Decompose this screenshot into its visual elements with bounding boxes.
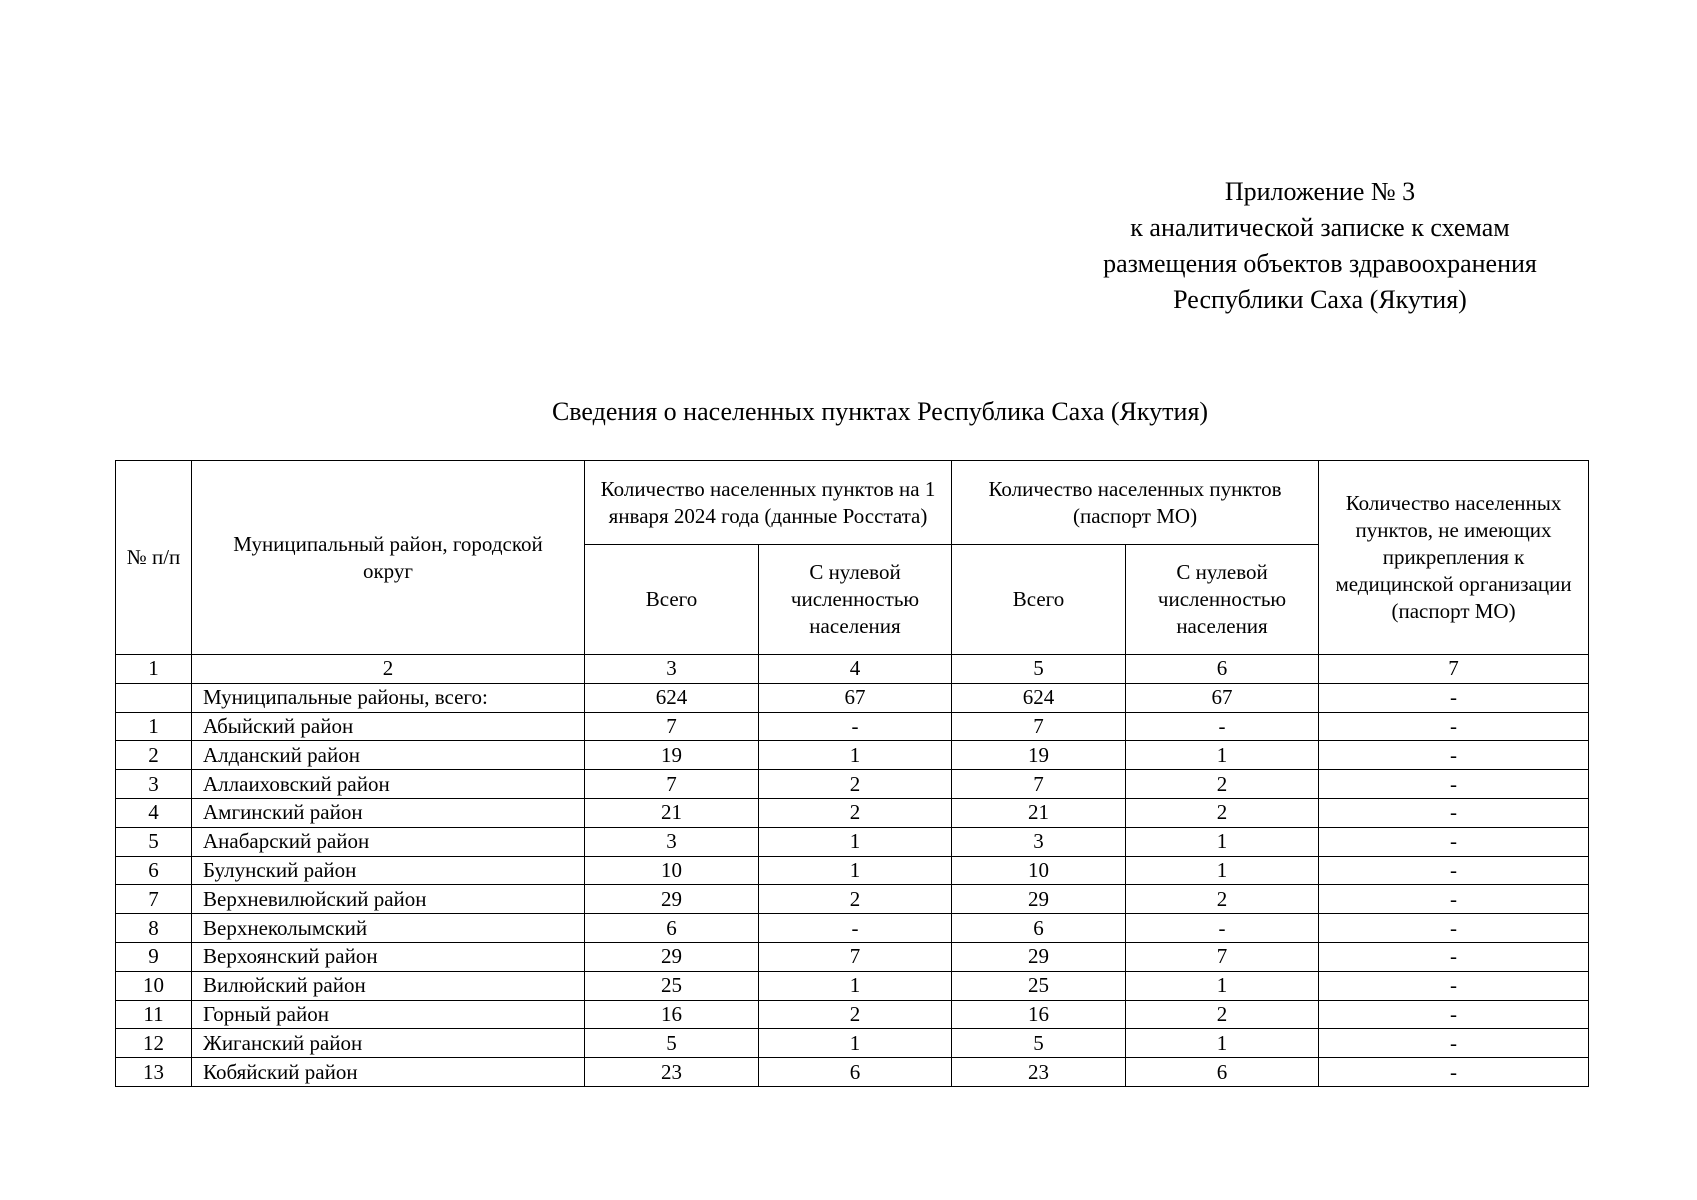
- settlements-table: [115, 460, 1589, 1087]
- header-zero-passport: С нулевой численностью населения: [1126, 545, 1319, 655]
- district-name: Булунский район: [192, 856, 585, 885]
- total-passport: 19: [952, 741, 1126, 770]
- total-rosstat: 5: [585, 1029, 759, 1058]
- row-number: [116, 683, 192, 712]
- header-rosstat: Количество населенных пунктов на 1 января 2024 года (данные Росстата): [585, 461, 952, 545]
- zero-pop-rosstat: 1: [759, 741, 952, 770]
- unattached-count: -: [1319, 942, 1589, 971]
- zero-pop-passport: -: [1126, 712, 1319, 741]
- table-row: [116, 885, 1589, 914]
- row-number: 8: [116, 914, 192, 943]
- unattached-count: -: [1319, 856, 1589, 885]
- district-name: Алданский район: [192, 741, 585, 770]
- zero-pop-rosstat: 2: [759, 798, 952, 827]
- total-rosstat: 21: [585, 798, 759, 827]
- total-rosstat: 19: [585, 741, 759, 770]
- total-rosstat: 10: [585, 856, 759, 885]
- table-row: [116, 1029, 1589, 1058]
- district-name: Амгинский район: [192, 798, 585, 827]
- zero-pop-passport: 7: [1126, 942, 1319, 971]
- total-passport: 29: [952, 885, 1126, 914]
- row-number: 13: [116, 1058, 192, 1087]
- table-row: [116, 914, 1589, 943]
- zero-pop-rosstat: 2: [759, 770, 952, 799]
- zero-pop-passport: 2: [1126, 885, 1319, 914]
- zero-pop-passport: 1: [1126, 741, 1319, 770]
- zero-pop-passport: -: [1126, 914, 1319, 943]
- zero-pop-passport: 67: [1126, 683, 1319, 712]
- total-passport: 5: [952, 1029, 1126, 1058]
- district-name: Верхневилюйский район: [192, 885, 585, 914]
- zero-pop-rosstat: -: [759, 712, 952, 741]
- zero-pop-passport: 2: [1126, 770, 1319, 799]
- document-title: Сведения о населенных пунктах Республика Саха (Якутия): [551, 397, 1209, 426]
- row-number: 2: [116, 741, 192, 770]
- total-passport: 29: [952, 942, 1126, 971]
- zero-pop-passport: 1: [1126, 1029, 1319, 1058]
- header-zero-rosstat: С нулевой численностью населения: [759, 545, 952, 655]
- total-passport: 10: [952, 856, 1126, 885]
- zero-pop-rosstat: 1: [759, 827, 952, 856]
- unattached-count: -: [1319, 971, 1589, 1000]
- row-number: 10: [116, 971, 192, 1000]
- header-total-passport: Всего: [952, 545, 1126, 655]
- table-row: [116, 798, 1589, 827]
- column-number: 5: [952, 655, 1126, 684]
- table-body: [116, 655, 1589, 1087]
- zero-pop-passport: 2: [1126, 798, 1319, 827]
- unattached-count: -: [1319, 827, 1589, 856]
- district-name: Аллаиховский район: [192, 770, 585, 799]
- table-row: [116, 741, 1589, 770]
- column-number: 2: [192, 655, 585, 684]
- header-num: № п/п: [116, 461, 192, 655]
- unattached-count: -: [1319, 770, 1589, 799]
- table-header: [116, 461, 1589, 655]
- zero-pop-passport: 1: [1126, 856, 1319, 885]
- column-number: 7: [1319, 655, 1589, 684]
- table-row: [116, 712, 1589, 741]
- unattached-count: -: [1319, 683, 1589, 712]
- district-name: Горный район: [192, 1000, 585, 1029]
- zero-pop-rosstat: 1: [759, 971, 952, 1000]
- unattached-count: -: [1319, 712, 1589, 741]
- zero-pop-rosstat: 2: [759, 1000, 952, 1029]
- zero-pop-rosstat: 6: [759, 1058, 952, 1087]
- header-passport: Количество населенных пунктов (паспорт МО): [952, 461, 1319, 545]
- header-total-rosstat: Всего: [585, 545, 759, 655]
- row-number: 1: [116, 712, 192, 741]
- zero-pop-rosstat: 1: [759, 856, 952, 885]
- zero-pop-passport: 6: [1126, 1058, 1319, 1087]
- unattached-count: -: [1319, 914, 1589, 943]
- row-number: 7: [116, 885, 192, 914]
- total-passport: 21: [952, 798, 1126, 827]
- unattached-count: -: [1319, 741, 1589, 770]
- zero-pop-rosstat: 1: [759, 1029, 952, 1058]
- table-row: [116, 1000, 1589, 1029]
- district-name: Вилюйский район: [192, 971, 585, 1000]
- total-passport: 25: [952, 971, 1126, 1000]
- column-number: 6: [1126, 655, 1319, 684]
- district-name: Кобяйский район: [192, 1058, 585, 1087]
- row-number: 9: [116, 942, 192, 971]
- total-rosstat: 23: [585, 1058, 759, 1087]
- district-name: Абыйский район: [192, 712, 585, 741]
- total-passport: 624: [952, 683, 1126, 712]
- annex-line: размещения объектов здравоохранения: [1103, 249, 1537, 278]
- zero-pop-passport: 1: [1126, 971, 1319, 1000]
- district-name: Муниципальные районы, всего:: [192, 683, 585, 712]
- zero-pop-rosstat: 67: [759, 683, 952, 712]
- header-district: Муниципальный район, городской округ: [192, 461, 585, 655]
- table-row: [116, 770, 1589, 799]
- row-number: 4: [116, 798, 192, 827]
- district-name: Анабарский район: [192, 827, 585, 856]
- total-rosstat: 29: [585, 885, 759, 914]
- table-row: [116, 683, 1589, 712]
- table-row: [116, 856, 1589, 885]
- total-passport: 7: [952, 712, 1126, 741]
- total-passport: 16: [952, 1000, 1126, 1029]
- zero-pop-passport: 2: [1126, 1000, 1319, 1029]
- zero-pop-rosstat: -: [759, 914, 952, 943]
- row-number: 3: [116, 770, 192, 799]
- table-row: [116, 971, 1589, 1000]
- column-number: 4: [759, 655, 952, 684]
- total-rosstat: 6: [585, 914, 759, 943]
- column-number-row: [116, 655, 1589, 684]
- total-rosstat: 16: [585, 1000, 759, 1029]
- table-row: [116, 1058, 1589, 1087]
- unattached-count: -: [1319, 1029, 1589, 1058]
- total-rosstat: 29: [585, 942, 759, 971]
- annex-line: к аналитической записке к схемам: [1130, 213, 1510, 242]
- table-row: [116, 942, 1589, 971]
- row-number: 12: [116, 1029, 192, 1058]
- column-number: 3: [585, 655, 759, 684]
- annex-line: Приложение № 3: [1224, 177, 1416, 206]
- total-passport: 3: [952, 827, 1126, 856]
- column-number: 1: [116, 655, 192, 684]
- unattached-count: -: [1319, 1000, 1589, 1029]
- total-rosstat: 7: [585, 770, 759, 799]
- district-name: Жиганский район: [192, 1029, 585, 1058]
- zero-pop-passport: 1: [1126, 827, 1319, 856]
- total-rosstat: 25: [585, 971, 759, 1000]
- zero-pop-rosstat: 2: [759, 885, 952, 914]
- unattached-count: -: [1319, 885, 1589, 914]
- total-passport: 6: [952, 914, 1126, 943]
- total-passport: 23: [952, 1058, 1126, 1087]
- header-unattached: Количество населенных пунктов, не имеющих прикрепления к медицинской организации (паспорт МО): [1319, 461, 1589, 655]
- total-rosstat: 624: [585, 683, 759, 712]
- row-number: 5: [116, 827, 192, 856]
- district-name: Верхоянский район: [192, 942, 585, 971]
- table-row: [116, 827, 1589, 856]
- annex-line: Республики Саха (Якутия): [1173, 285, 1467, 314]
- district-name: Верхнеколымский: [192, 914, 585, 943]
- total-passport: 7: [952, 770, 1126, 799]
- zero-pop-rosstat: 7: [759, 942, 952, 971]
- row-number: 6: [116, 856, 192, 885]
- unattached-count: -: [1319, 798, 1589, 827]
- annex-heading: [1075, 174, 1565, 318]
- row-number: 11: [116, 1000, 192, 1029]
- unattached-count: -: [1319, 1058, 1589, 1087]
- total-rosstat: 3: [585, 827, 759, 856]
- total-rosstat: 7: [585, 712, 759, 741]
